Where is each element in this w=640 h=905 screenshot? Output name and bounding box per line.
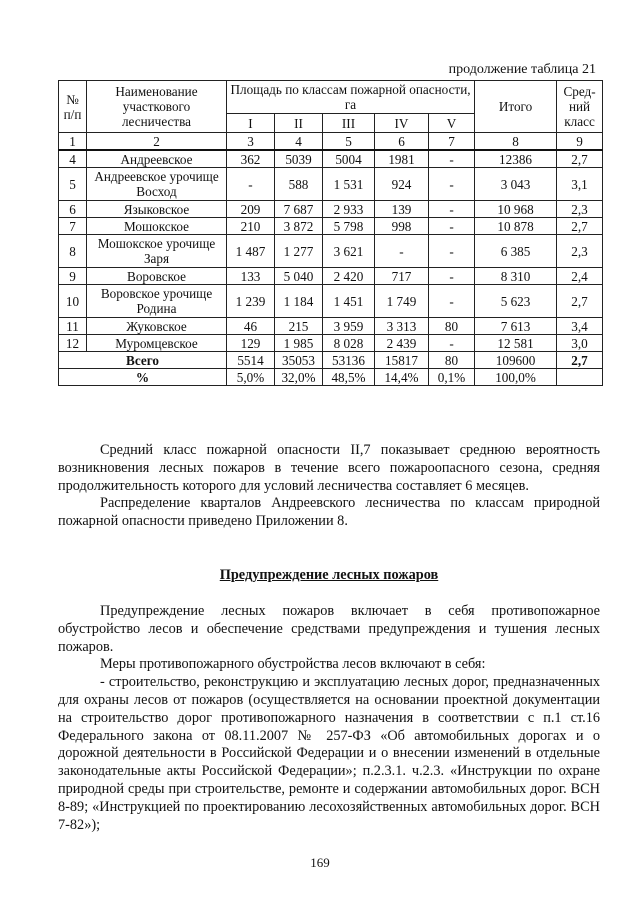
- table-row: [59, 318, 603, 335]
- column-number: 5: [323, 133, 375, 151]
- table-cell: 5514: [227, 352, 275, 369]
- table-cell: -: [429, 168, 475, 201]
- paragraph: Меры противопожарного обустройства лесов включают в себя:: [100, 656, 486, 673]
- header-class: II: [275, 114, 323, 133]
- header-class: IV: [375, 114, 429, 133]
- table-cell: 1 277: [275, 235, 323, 268]
- table-cell: 5 798: [323, 218, 375, 235]
- table-cell: -: [429, 218, 475, 235]
- column-number: 4: [275, 133, 323, 151]
- table-cell: -: [375, 235, 429, 268]
- table-cell: 8 310: [475, 268, 557, 285]
- table-cell: 924: [375, 168, 429, 201]
- paragraph: Распределение кварталов Андреевского лесничества по классам природной пожарной опасности приведено Приложении 8.: [58, 495, 600, 530]
- column-number-row: [59, 133, 603, 151]
- header-total: Итого: [475, 81, 557, 133]
- paragraph: Средний класс пожарной опасности II,7 показывает среднюю вероятность возникновения лесных пожаров в течение всего пожароопасного сезона, средняя продолжительность которого для условий лесничества составляет 6 месяцев.: [58, 442, 600, 494]
- table-cell: 5004: [323, 150, 375, 168]
- table-cell: 11: [59, 318, 87, 335]
- table-cell: 1 239: [227, 285, 275, 318]
- table-cell: -: [429, 268, 475, 285]
- table-cell: 3 872: [275, 218, 323, 235]
- table-cell: 139: [375, 201, 429, 218]
- table-cell: 362: [227, 150, 275, 168]
- total-row: [59, 352, 603, 369]
- table-cell: 2 933: [323, 201, 375, 218]
- table-cell: -: [429, 235, 475, 268]
- table-header-row: [59, 81, 603, 114]
- table-cell: -: [429, 285, 475, 318]
- table-cell: 10 878: [475, 218, 557, 235]
- table-cell: Муромцевское: [87, 335, 227, 352]
- header-class: III: [323, 114, 375, 133]
- table-cell: 2,4: [557, 268, 603, 285]
- table-cell: [557, 369, 603, 386]
- header-name: Наименование участкового лесничества: [87, 81, 227, 133]
- table-cell: Языковское: [87, 201, 227, 218]
- table-row: [59, 168, 603, 201]
- table-cell: 2 420: [323, 268, 375, 285]
- table-cell: 5 040: [275, 268, 323, 285]
- table-cell: 998: [375, 218, 429, 235]
- table-row: [59, 218, 603, 235]
- table-cell: 109600: [475, 352, 557, 369]
- table-cell: 9: [59, 268, 87, 285]
- column-number: 3: [227, 133, 275, 151]
- table-cell: 5 623: [475, 285, 557, 318]
- table-cell: 12 581: [475, 335, 557, 352]
- table-cell: 80: [429, 318, 475, 335]
- table-cell: 7: [59, 218, 87, 235]
- paragraph: - строительство, реконструкцию и эксплуатацию лесных дорог, предназначенных для охраны лесов от пожаров (осуществляется на основании проектной документации на строительство дорог противопожарного назначения в соответствии с п.1 ст.16 Федерального закона от 08.11.2007 № 257-ФЗ «Об автомобильных дорогах и о дорожной деятельности в Российской Федерации и о внесении изменений в отдельные законодательные акты Российской Федерации»; п.2.3.1. ч.2.3. «Инструкции по охране природной среды при строительстве, ремонте и содержании автомобильных дорог. ВСН 8-89; «Инструкцией по проектированию лесохозяйственных автомобильных дорог. ВСН 7-82»);: [58, 674, 600, 833]
- table-cell: 2 439: [375, 335, 429, 352]
- table-cell: 2,7: [557, 150, 603, 168]
- table-cell: 1 531: [323, 168, 375, 201]
- table-cell: 1 487: [227, 235, 275, 268]
- column-number: 6: [375, 133, 429, 151]
- table-row: [59, 268, 603, 285]
- table-cell: 1981: [375, 150, 429, 168]
- table-cell: 32,0%: [275, 369, 323, 386]
- table-cell: 2,3: [557, 201, 603, 218]
- table-cell: 3 621: [323, 235, 375, 268]
- column-number: 9: [557, 133, 603, 151]
- table-cell: 8 028: [323, 335, 375, 352]
- table-cell: 2,7: [557, 285, 603, 318]
- table-cell: 3,4: [557, 318, 603, 335]
- table-cell: 35053: [275, 352, 323, 369]
- table-cell: 6: [59, 201, 87, 218]
- table-cell: -: [429, 335, 475, 352]
- table-cell: 3 959: [323, 318, 375, 335]
- table-cell: 14,4%: [375, 369, 429, 386]
- table-cell: 12: [59, 335, 87, 352]
- table-cell: Андреевское: [87, 150, 227, 168]
- table-cell: 4: [59, 150, 87, 168]
- table-cell: 7 613: [475, 318, 557, 335]
- column-number: 8: [475, 133, 557, 151]
- header-area-group: Площадь по классам пожарной опасности, га: [227, 81, 475, 114]
- table-cell: 8: [59, 235, 87, 268]
- table-cell: Воровское: [87, 268, 227, 285]
- table-cell: 717: [375, 268, 429, 285]
- table-cell: 100,0%: [475, 369, 557, 386]
- table-cell: 588: [275, 168, 323, 201]
- table-row: [59, 150, 603, 168]
- table-cell: 210: [227, 218, 275, 235]
- header-avg: Сред-ний класс: [557, 81, 603, 133]
- table-cell: 3,1: [557, 168, 603, 201]
- table-cell: 3,0: [557, 335, 603, 352]
- table-cell: 1 985: [275, 335, 323, 352]
- paragraph: Предупреждение лесных пожаров включает в себя противопожарное обустройство лесов и обеспечение средствами предупреждения и тушения лесных пожаров.: [58, 603, 600, 655]
- table-cell: 215: [275, 318, 323, 335]
- table-cell: Андреевское урочище Восход: [87, 168, 227, 201]
- table-cell: 0,1%: [429, 369, 475, 386]
- table-cell: 12386: [475, 150, 557, 168]
- table-cell: Жуковское: [87, 318, 227, 335]
- table-cell: 5039: [275, 150, 323, 168]
- percent-row: [59, 369, 603, 386]
- table-cell: 1 749: [375, 285, 429, 318]
- column-number: 7: [429, 133, 475, 151]
- total-label: Всего: [59, 352, 227, 369]
- section-heading: Предупреждение лесных пожаров: [219, 567, 439, 583]
- table-cell: 1 184: [275, 285, 323, 318]
- table-cell: 10 968: [475, 201, 557, 218]
- column-number: 1: [59, 133, 87, 151]
- table-cell: 209: [227, 201, 275, 218]
- table-cell: Мошокское: [87, 218, 227, 235]
- table-cell: 3 043: [475, 168, 557, 201]
- table-cell: 10: [59, 285, 87, 318]
- text-block-bottom: [58, 603, 600, 834]
- table-cell: 2,7: [557, 352, 603, 369]
- table-row: [59, 285, 603, 318]
- table-cell: 48,5%: [323, 369, 375, 386]
- fire-hazard-table: [58, 80, 603, 386]
- column-number: 2: [87, 133, 227, 151]
- header-num: № п/п: [59, 81, 87, 133]
- table-continuation-label: продолжение таблица 21: [448, 62, 596, 77]
- table-cell: 6 385: [475, 235, 557, 268]
- table-row: [59, 235, 603, 268]
- table-cell: 3 313: [375, 318, 429, 335]
- table-cell: -: [227, 168, 275, 201]
- table-cell: 7 687: [275, 201, 323, 218]
- table-cell: 2,3: [557, 235, 603, 268]
- page-number: 169: [310, 855, 330, 870]
- text-block-top: [58, 442, 600, 531]
- header-class: V: [429, 114, 475, 133]
- table-cell: 5: [59, 168, 87, 201]
- table-cell: 2,7: [557, 218, 603, 235]
- table-cell: Мошокское урочище Заря: [87, 235, 227, 268]
- table-cell: 129: [227, 335, 275, 352]
- table-row: [59, 335, 603, 352]
- table-cell: -: [429, 201, 475, 218]
- table-row: [59, 201, 603, 218]
- table-cell: 15817: [375, 352, 429, 369]
- table-cell: -: [429, 150, 475, 168]
- header-class: I: [227, 114, 275, 133]
- table-cell: 46: [227, 318, 275, 335]
- table-cell: 1 451: [323, 285, 375, 318]
- percent-label: %: [59, 369, 227, 386]
- table-cell: Воровское урочище Родина: [87, 285, 227, 318]
- table-cell: 80: [429, 352, 475, 369]
- table-cell: 53136: [323, 352, 375, 369]
- table-cell: 133: [227, 268, 275, 285]
- table-cell: 5,0%: [227, 369, 275, 386]
